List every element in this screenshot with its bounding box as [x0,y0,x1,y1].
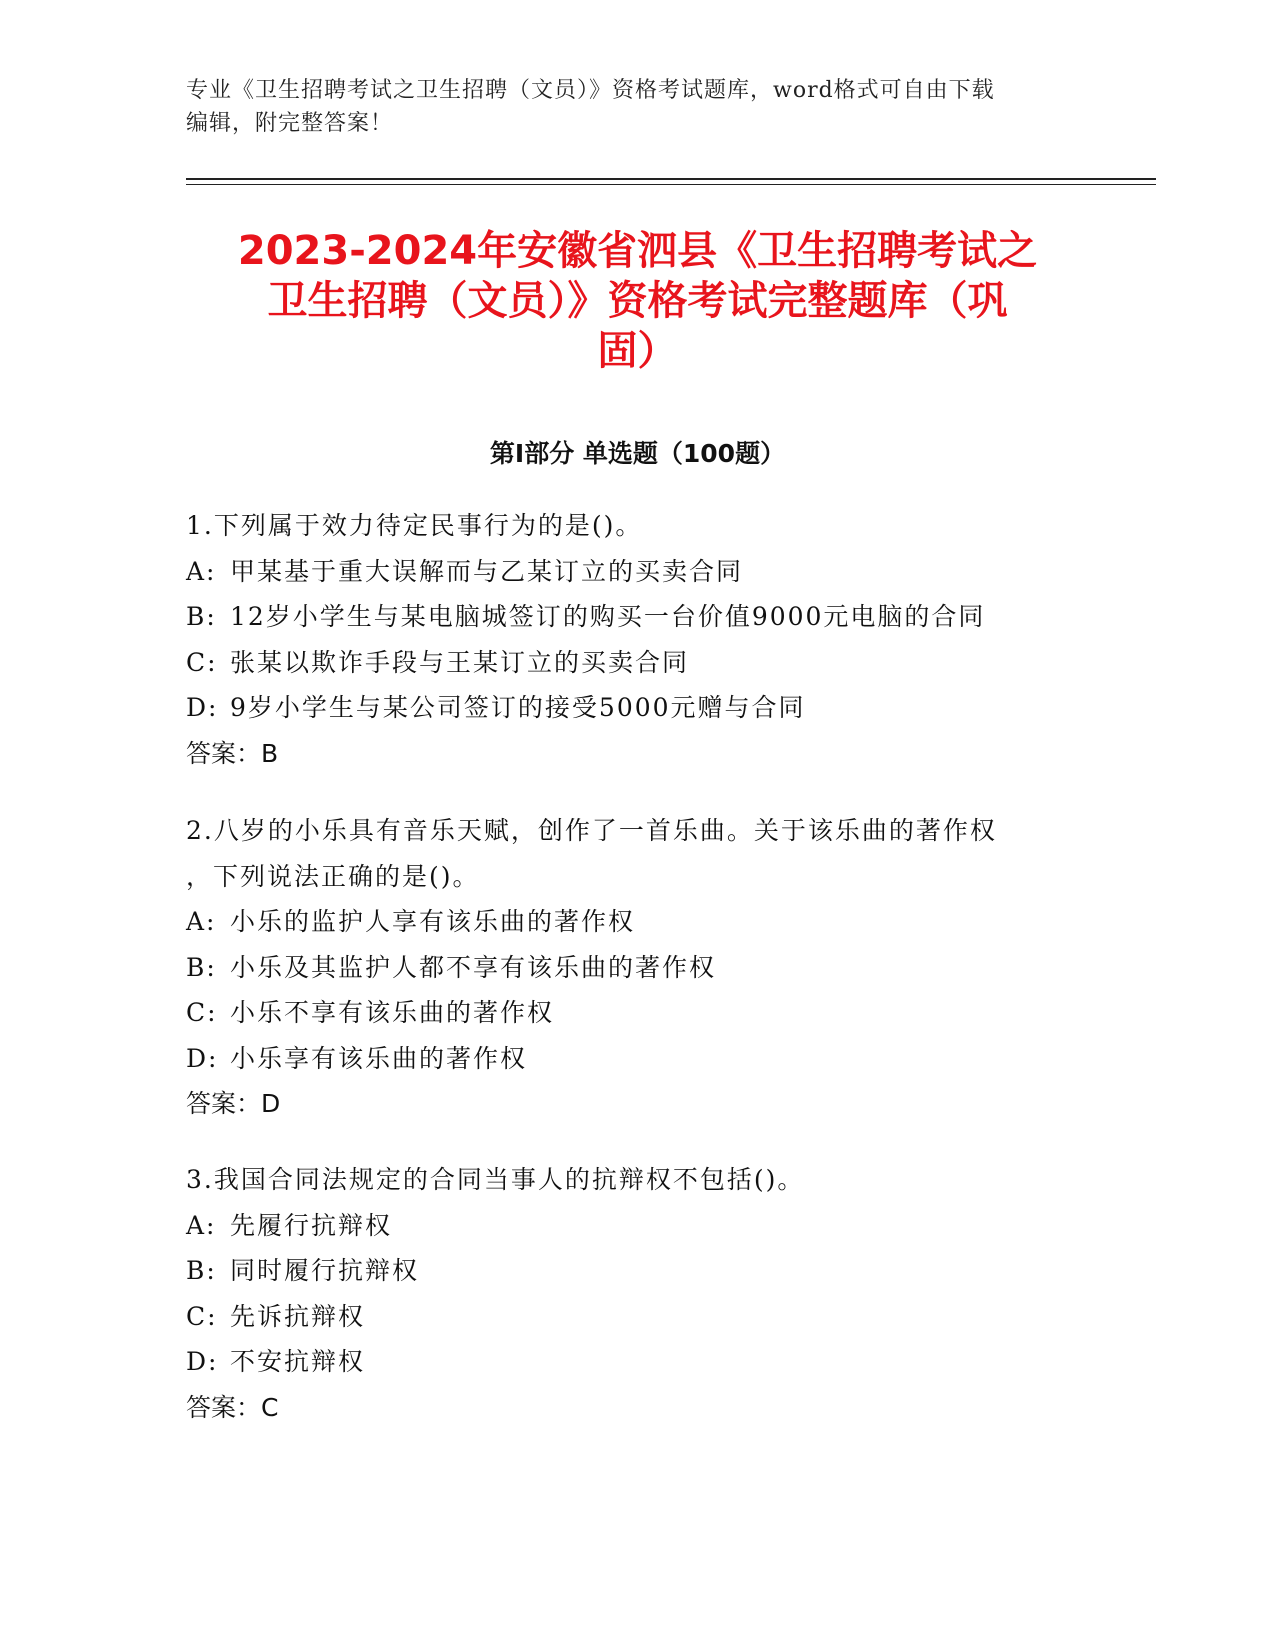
option-text: 小乐的监护人享有该乐曲的著作权 [230,907,636,936]
option-key: B: [186,1256,217,1285]
question-stem: 1.下列属于效力待定民事行为的是()。 [186,511,643,540]
option-line [186,1339,1066,1385]
option-key: A: [186,907,217,936]
question-item [186,808,1066,1127]
option-text: 小乐不享有该乐曲的著作权 [230,998,555,1027]
document-title-line-3: 固） [597,328,678,374]
option-key: A: [186,1210,217,1240]
header-note [186,74,1066,140]
option-key: C: [186,1301,218,1331]
header-note-line-1: 专业《卫生招聘考试之卫生招聘（文员）》资格考试题库，word格式可自由下载 [186,78,995,103]
option-key: D: [186,693,219,722]
option-line [186,549,1066,595]
answer-line: 答案：D [186,1089,281,1118]
option-line [186,1203,1066,1249]
question-item [186,1157,1066,1430]
question-stem: 2.八岁的小乐具有音乐天赋，创作了一首乐曲。关于该乐曲的著作权 [186,816,997,845]
option-line [186,945,1066,991]
option-line [186,1036,1066,1082]
question-stem: 3.我国合同法规定的合同当事人的抗辩权不包括()。 [186,1165,805,1194]
document-title-line-2: 卫生招聘（文员）》资格考试完整题库（巩 [267,278,1008,324]
option-text: 张某以欺诈手段与王某订立的买卖合同 [230,647,690,677]
option-line [186,685,1066,731]
option-text: 不安抗辩权 [230,1347,366,1376]
header-note-line-2: 编辑，附完整答案！ [186,111,394,136]
option-line [186,1248,1066,1294]
document-title [170,226,1105,376]
option-line [186,1294,1066,1340]
option-line [186,990,1066,1036]
option-text: 甲某基于重大误解而与乙某订立的买卖合同 [230,556,744,586]
option-text: 先诉抗辩权 [230,1301,366,1331]
option-text: 先履行抗辩权 [230,1210,393,1240]
answer-line: 答案：C [186,1392,279,1422]
option-key: B: [186,952,217,982]
option-line [186,594,1066,640]
section-heading: 第Ⅰ部分 单选题（100题） [489,439,786,468]
header-divider-thick [186,178,1156,180]
option-key: C: [186,647,218,677]
option-key: C: [186,998,218,1027]
answer-line: 答案：B [186,738,279,768]
option-key: D: [186,1347,219,1376]
option-line [186,640,1066,686]
question-item [186,503,1066,776]
question-stem-continuation: ，下列说法正确的是()。 [186,861,480,891]
option-key: B: [186,602,217,631]
option-text: 小乐享有该乐曲的著作权 [230,1043,528,1073]
option-text: 12岁小学生与某电脑城签订的购买一台价值9000元电脑的合同 [230,602,986,631]
option-text: 小乐及其监护人都不享有该乐曲的著作权 [230,952,717,982]
option-key: A: [186,556,217,586]
option-key: D: [186,1043,219,1073]
option-text: 同时履行抗辩权 [230,1256,420,1285]
option-line [186,899,1066,945]
header-divider-thin [186,184,1156,185]
document-title-line-1: 2023-2024年安徽省泗县《卫生招聘考试之 [237,228,1038,274]
option-text: 9岁小学生与某公司签订的接受5000元赠与合同 [230,693,806,722]
